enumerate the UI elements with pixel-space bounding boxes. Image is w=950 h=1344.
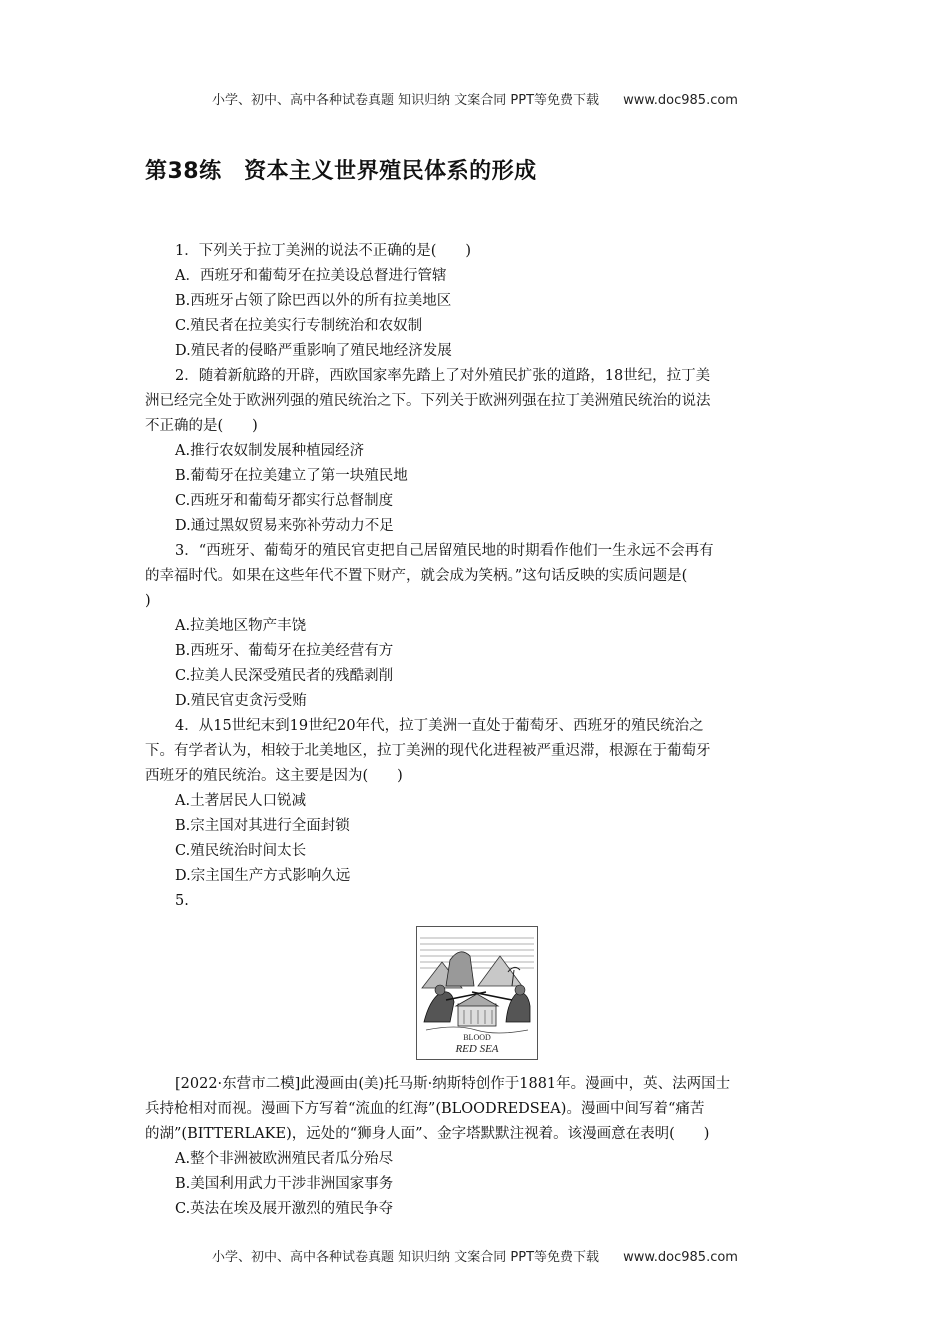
q2-stem-line: 2．随着新航路的开辟，西欧国家率先踏上了对外殖民扩张的道路，18世纪，拉丁美 [175,368,711,384]
q2-option-c: C.西班牙和葡萄牙都实行总督制度 [175,493,394,509]
cartoon-caption-bottom: RED SEA [455,1043,499,1055]
header-url[interactable]: www.doc985.com [623,93,738,108]
q2-option-d: D.通过黑奴贸易来弥补劳动力不足 [175,518,394,534]
q5-stem-line: 兵持枪相对而视。漫画下方写着“流血的红海”(BLOODREDSEA)。漫画中间写着“痛苦 [145,1101,705,1117]
q3-stem-line: ) [145,593,151,609]
q2-stem-line: 洲已经完全处于欧洲列强的殖民统治之下。下列关于欧洲列强在拉丁美洲殖民统治的说法 [145,393,711,409]
q5-option-b: B.美国利用武力干涉非洲国家事务 [175,1176,394,1192]
q5-stem-line: 的湖”(BITTERLAKE)，远处的“狮身人面”、金字塔默默注视着。该漫画意在表明( ) [145,1126,710,1142]
q3-option-b: B.西班牙、葡萄牙在拉美经营有方 [175,643,394,659]
q4-stem-line: 下。有学者认为，相较于北美地区，拉丁美洲的现代化进程被严重迟滞，根源在于葡萄牙 [145,743,711,759]
question-list [145,239,807,1222]
q1-option-d: D.殖民者的侵略严重影响了殖民地经济发展 [175,343,452,359]
cartoon-caption-top: BLOOD [463,1033,491,1042]
q4-stem-line: 西班牙的殖民统治。这主要是因为( ) [145,768,403,784]
footer-url[interactable]: www.doc985.com [623,1250,738,1265]
q1-option-c: C.殖民者在拉美实行专制统治和农奴制 [175,318,423,334]
header-text: 小学、初中、高中各种试卷真题 知识归纳 文案合同 PPT等免费下载 [212,93,600,108]
page-header [0,89,950,108]
q2-option-a: A.推行农奴制发展种植园经济 [175,443,365,459]
q1-option-a: A．西班牙和葡萄牙在拉美设总督进行管辖 [175,268,447,284]
footer-text: 小学、初中、高中各种试卷真题 知识归纳 文案合同 PPT等免费下载 [212,1250,600,1265]
q4-option-d: D.宗主国生产方式影响久远 [175,868,351,884]
q5-option-c: C.英法在埃及展开激烈的殖民争夺 [175,1201,394,1217]
q2-option-b: B.葡萄牙在拉美建立了第一块殖民地 [175,468,408,484]
cartoon-image [416,926,538,1060]
q3-stem-line: 3．“西班牙、葡萄牙的殖民官吏把自己居留殖民地的时期看作他们一生永远不会再有 [175,543,714,559]
q4-option-b: B.宗主国对其进行全面封锁 [175,818,350,834]
q1-option-b: B.西班牙占领了除巴西以外的所有拉美地区 [175,293,452,309]
q2-stem-line: 不正确的是( ) [145,418,258,434]
q4-option-c: C.殖民统治时间太长 [175,843,307,859]
q3-option-a: A.拉美地区物产丰饶 [175,618,307,634]
q4-option-a: A.土著居民人口锐减 [175,793,307,809]
q5-option-a: A.整个非洲被欧洲殖民者瓜分殆尽 [175,1151,394,1167]
q5-number: 5. [175,893,189,909]
q5-stem-line: [2022·东营市二模]此漫画由(美)托马斯·纳斯特创作于1881年。漫画中，英、法两国士 [175,1076,731,1092]
q1-stem: 1．下列关于拉丁美洲的说法不正确的是( ) [175,243,472,259]
page-footer [0,1246,950,1265]
page-title: 第38练 资本主义世界殖民体系的形成 [145,159,537,184]
q3-stem-line: 的幸福时代。如果在这些年代不置下财产，就会成为笑柄。”这句话反映的实质问题是( [145,568,688,584]
q3-option-c: C.拉美人民深受殖民者的残酷剥削 [175,668,394,684]
q4-stem-line: 4．从15世纪末到19世纪20年代，拉丁美洲一直处于葡萄牙、西班牙的殖民统治之 [175,718,704,734]
cartoon-figure [145,914,807,1072]
q3-option-d: D.殖民官吏贪污受贿 [175,693,307,709]
